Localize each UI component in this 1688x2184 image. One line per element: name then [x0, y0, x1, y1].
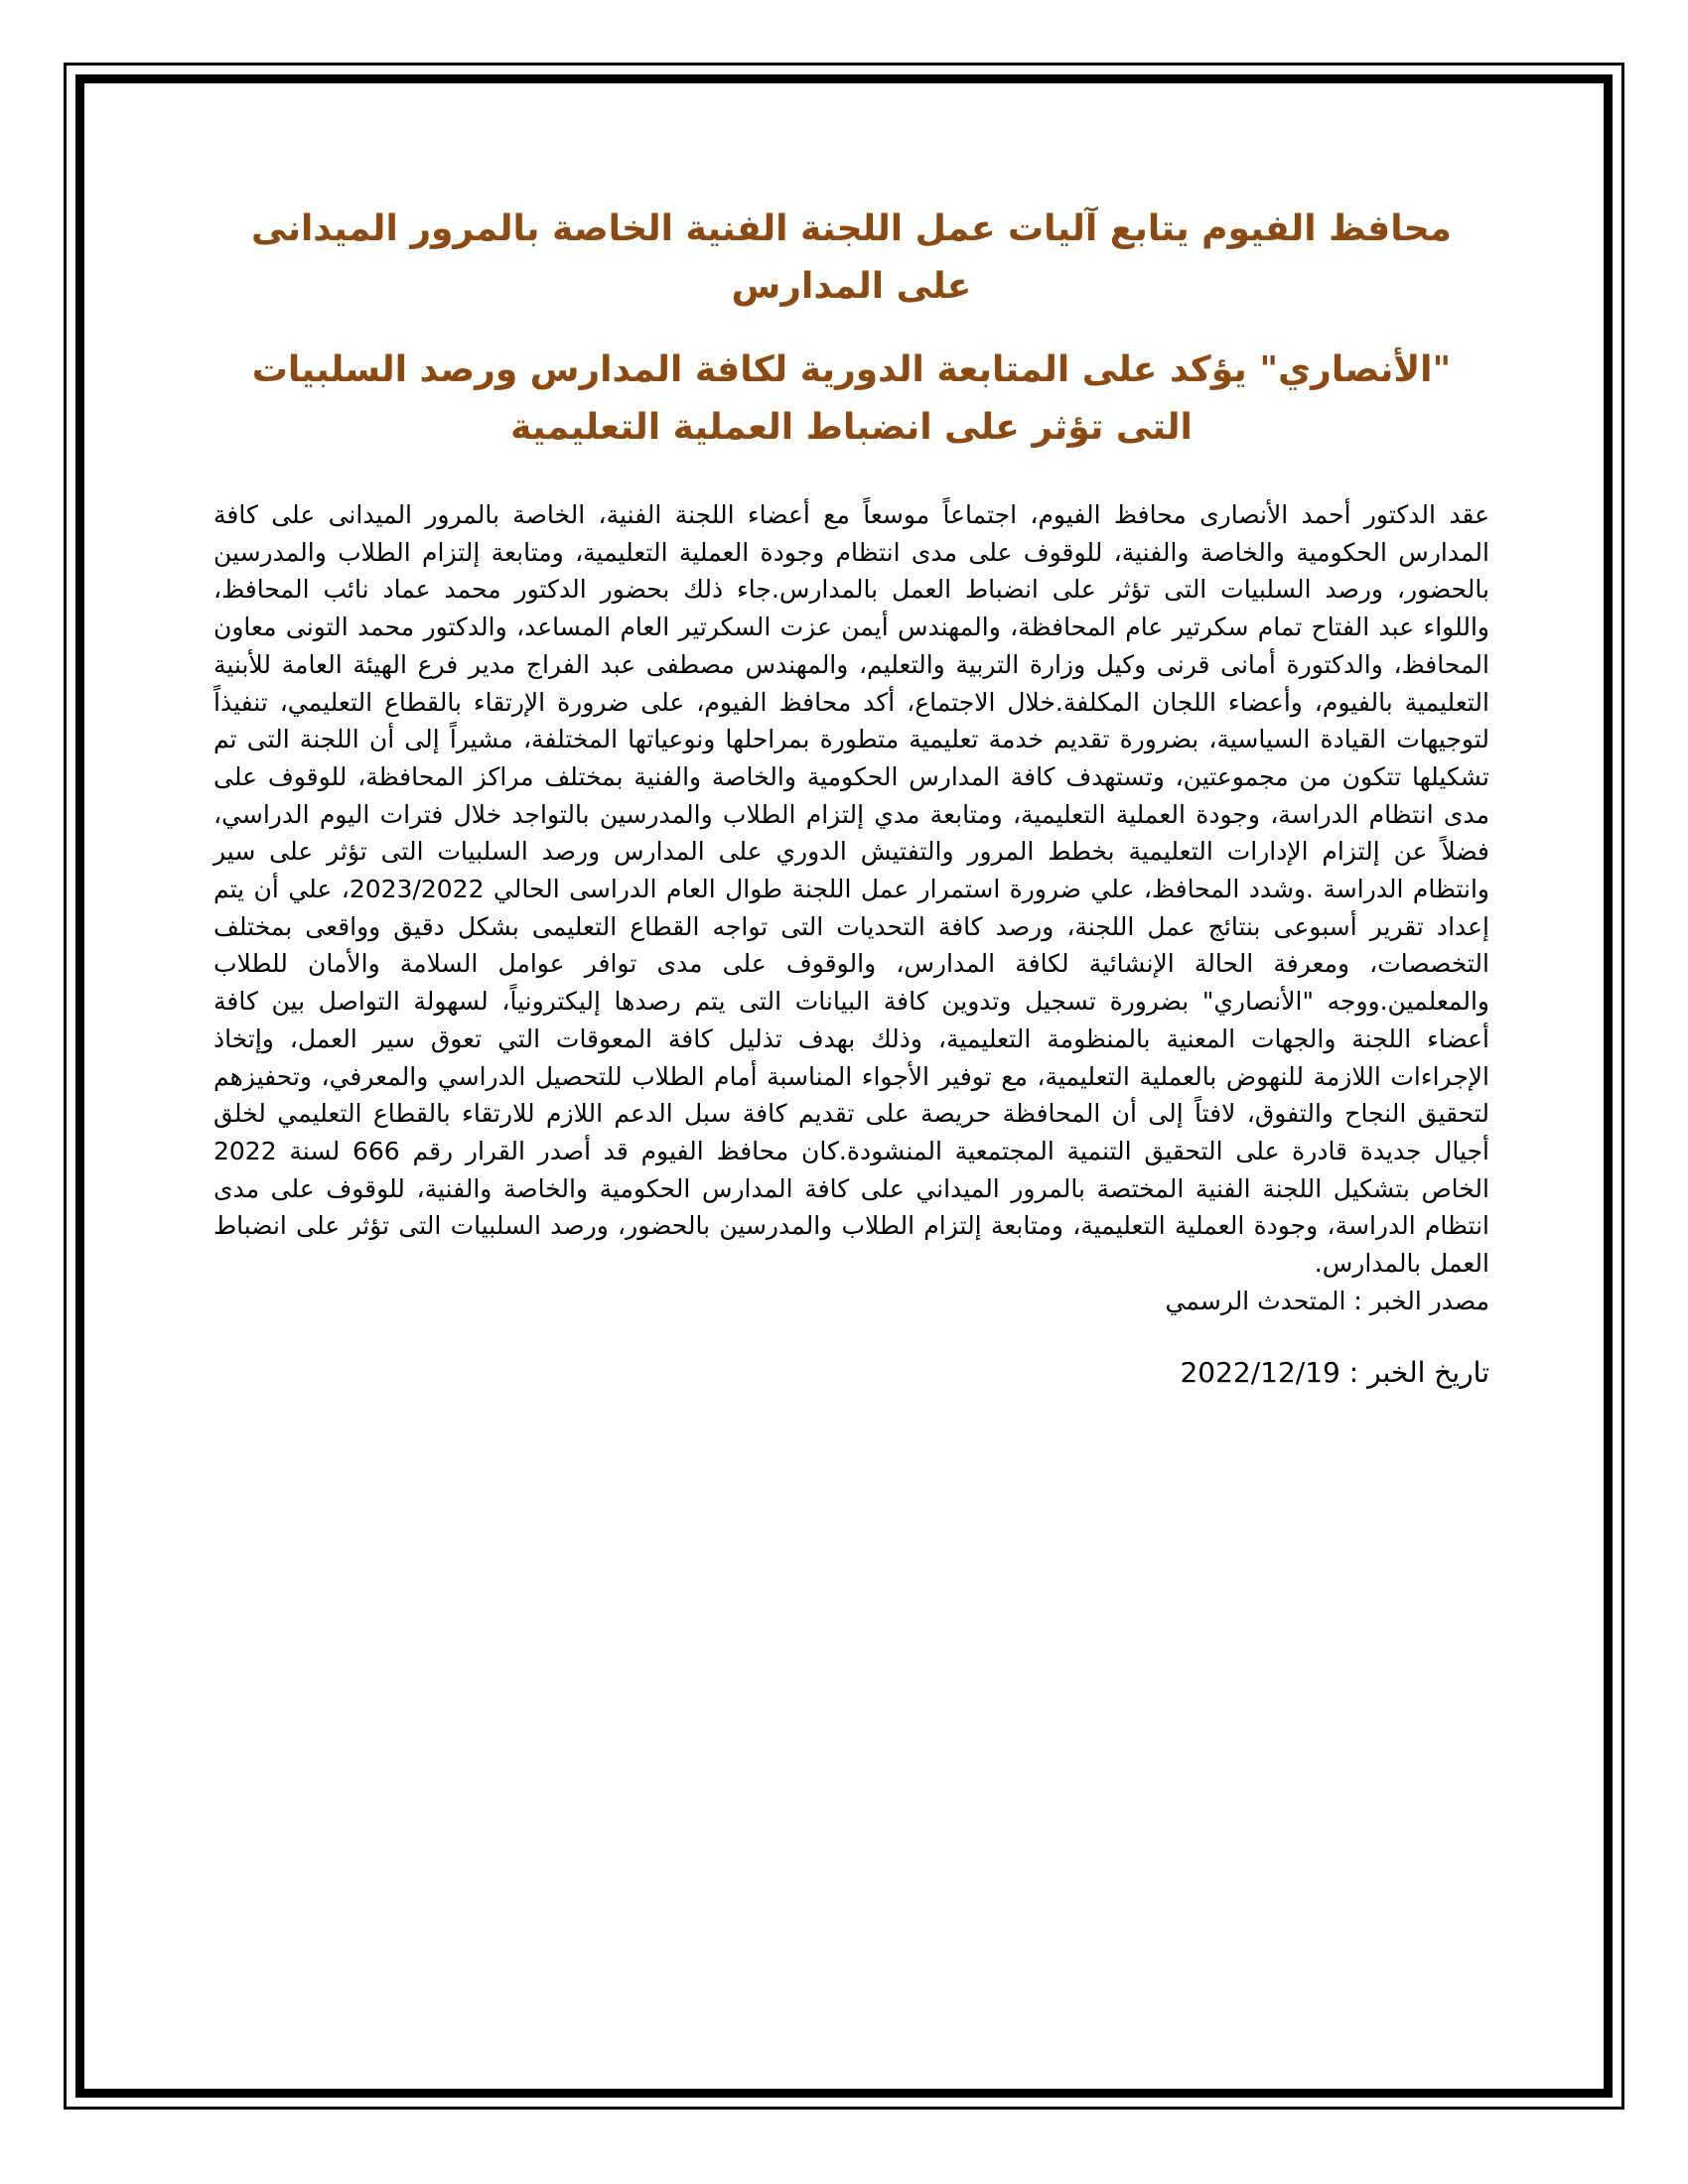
news-date-text: تاريخ الخبر : 2022/12/19: [1180, 1356, 1489, 1390]
main-headline: محافظ الفيوم يتابع آليات عمل اللجنة الفنية الخاصة بالمرور الميدانى على المدارس: [251, 208, 1452, 307]
sub-headline: "الأنصاري" يؤكد على المتابعة الدورية لكافة المدارس ورصد السلبيات التى تؤثر على انضباط العملية التعليمية: [251, 349, 1452, 448]
news-source: [213, 1283, 1489, 1320]
news-source-text: مصدر الخبر : المتحدث الرسمي: [1165, 1286, 1489, 1315]
article-container: [213, 189, 1489, 1393]
article-body: عقد الدكتور أحمد الأنصارى محافظ الفيوم، اجتماعاً موسعاً مع أعضاء اللجنة الفنية، الخاصة بالمرور الميدانى على كافة المدارس الحكومية والخاصة والفنية، للوقوف على مدى انتظام وجودة العملية التعليمية، ومتابعة إلتزام الطلاب والمدرسين بالحضور، ورصد السلبيات التى تؤثر على انضباط العمل بالمدارس.جاء ذلك بحضور الدكتور محمد عماد نائب المحافظ، واللواء عبد الفتاح تمام سكرتير عام المحافظة، والمهندس أيمن عزت السكرتير العام المساعد، والدكتور محمد التونى معاون المحافظ، والدكتورة أمانى قرنى وكيل وزارة التربية والتعليم، والمهندس مصطفى عبد الفراج مدير فرع الهيئة العامة للأبنية التعليمية بالفيوم، وأعضاء اللجان المكلفة.خلال الاجتماع، أكد محافظ الفيوم، على ضرورة الإرتقاء بالقطاع التعليمي، تنفيذاً لتوجيهات القيادة السياسية، بضرورة تقديم خدمة تعليمية متطورة بمراحلها ونوعياتها المختلفة، مشيراً إلى أن اللجنة التى تم تشكيلها تتكون من مجموعتين، وتستهدف كافة المدارس الحكومية والخاصة والفنية بمختلف مراكز المحافظة، للوقوف على مدى انتظام الدراسة، وجودة العملية التعليمية، ومتابعة مدي إلتزام الطلاب والمدرسين بالتواجد خلال فترات اليوم الدراسي، فضلاً عن إلتزام الإدارات التعليمية بخطط المرور والتفتيش الدوري على المدارس ورصد السلبيات التى تؤثر على سير وانتظام الدراسة .وشدد المحافظ، علي ضرورة استمرار عمل اللجنة طوال العام الدراسى الحالي 2023/2022، علي أن يتم إعداد تقرير أسبوعى بنتائج عمل اللجنة، ورصد كافة التحديات التى تواجه القطاع التعليمى بشكل دقيق وواقعى بمختلف التخصصات، ومعرفة الحالة الإنشائية لكافة المدارس، والوقوف على مدى توافر عوامل السلامة والأمان للطلاب والمعلمين.ووجه "الأنصاري" بضرورة تسجيل وتدوين كافة البيانات التى يتم رصدها إليكترونياً، لسهولة التواصل بين كافة أعضاء اللجنة والجهات المعنية بالمنظومة التعليمية، وذلك بهدف تذليل كافة المعوقات التي تعوق سير العمل، وإتخاذ الإجراءات اللازمة للنهوض بالعملية التعليمية، مع توفير الأجواء المناسبة أمام الطلاب للتحصيل الدراسي والمعرفي، وتحفيزهم لتحقيق النجاح والتفوق، لافتاً إلى أن المحافظة حريصة على تقديم كافة سبل الدعم اللازم للارتقاء بالقطاع التعليمي لخلق أجيال جديدة قادرة على التحقيق التنمية المجتمعية المنشودة.كان محافظ الفيوم قد أصدر القرار رقم 666 لسنة 2022 الخاص بتشكيل اللجنة الفنية المختصة بالمرور الميداني على كافة المدارس الحكومية والخاصة والفنية، للوقوف على مدى انتظام الدراسة، وجودة العملية التعليمية، ومتابعة إلتزام الطلاب والمدرسين بالحضور، ورصد السلبيات التى تؤثر على انضباط العمل بالمدارس.: [213, 500, 1490, 1279]
news-date: [213, 1353, 1489, 1393]
